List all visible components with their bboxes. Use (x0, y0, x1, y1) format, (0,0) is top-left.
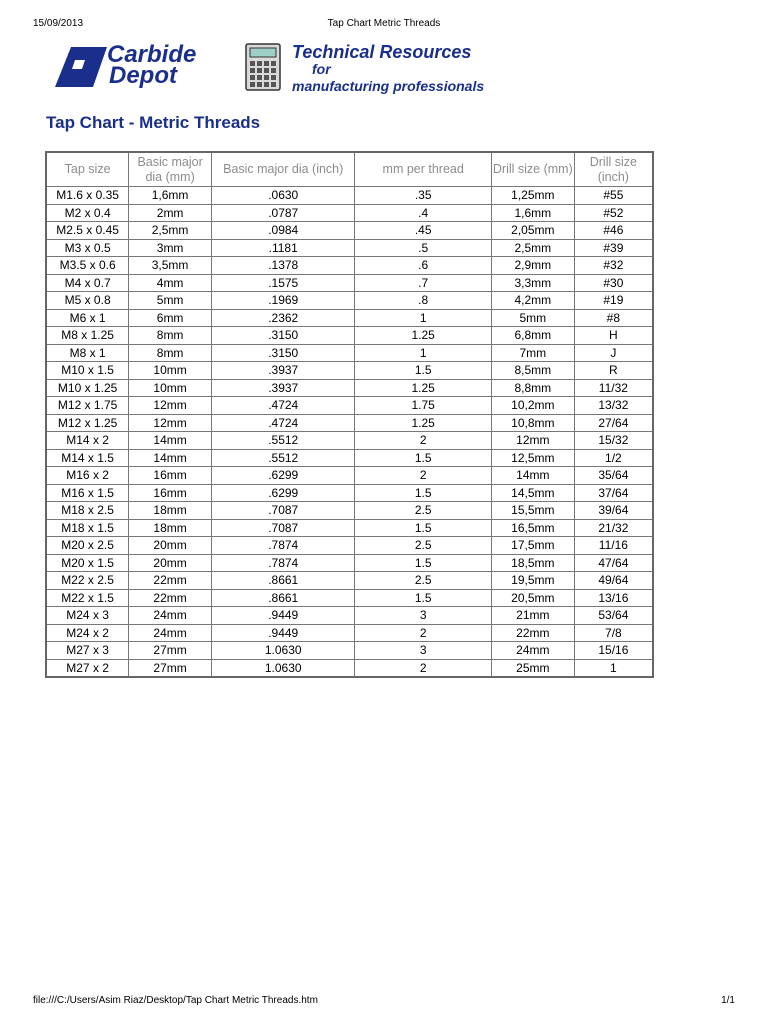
drill-size-mm-cell: 12mm (491, 432, 574, 450)
major-dia-inch-cell: .4724 (211, 397, 354, 415)
tap-size-cell: M24 x 3 (46, 607, 129, 625)
logo-line2: Depot (109, 62, 177, 89)
header-mm-per-thread: mm per thread (355, 152, 491, 187)
calculator-icon (245, 43, 281, 91)
major-dia-mm-cell: 6mm (129, 309, 212, 327)
tap-size-cell: M2.5 x 0.45 (46, 222, 129, 240)
tap-size-cell: M8 x 1.25 (46, 327, 129, 345)
drill-size-inch-cell: H (574, 327, 653, 345)
table-row (46, 204, 653, 222)
tap-size-cell: M14 x 2 (46, 432, 129, 450)
major-dia-mm-cell: 18mm (129, 519, 212, 537)
major-dia-inch-cell: .1378 (211, 257, 354, 275)
drill-size-inch-cell: 1 (574, 659, 653, 677)
table-row (46, 344, 653, 362)
drill-size-mm-cell: 25mm (491, 659, 574, 677)
tap-size-cell: M8 x 1 (46, 344, 129, 362)
tap-size-cell: M24 x 2 (46, 624, 129, 642)
page-title: Tap Chart - Metric Threads (46, 113, 261, 132)
mm-per-thread-cell: .6 (355, 257, 491, 275)
mm-per-thread-cell: 1.25 (355, 327, 491, 345)
major-dia-inch-cell: .7087 (211, 502, 354, 520)
table-row (46, 519, 653, 537)
drill-size-inch-cell: #32 (574, 257, 653, 275)
tap-size-cell: M27 x 2 (46, 659, 129, 677)
table-row (46, 187, 653, 205)
drill-size-mm-cell: 8,5mm (491, 362, 574, 380)
table-row (46, 379, 653, 397)
major-dia-inch-cell: .1575 (211, 274, 354, 292)
tap-size-cell: M2 x 0.4 (46, 204, 129, 222)
print-header-title: Tap Chart Metric Threads (327, 18, 441, 29)
table-row (46, 607, 653, 625)
tap-size-cell: M20 x 1.5 (46, 554, 129, 572)
drill-size-inch-cell: 7/8 (574, 624, 653, 642)
drill-size-mm-cell: 18,5mm (491, 554, 574, 572)
drill-size-inch-cell: 49/64 (574, 572, 653, 590)
drill-size-inch-cell: 35/64 (574, 467, 653, 485)
mm-per-thread-cell: 1 (355, 309, 491, 327)
major-dia-inch-cell: .5512 (211, 449, 354, 467)
tap-size-cell: M1.6 x 0.35 (46, 187, 129, 205)
mm-per-thread-cell: 2.5 (355, 502, 491, 520)
table-row (46, 624, 653, 642)
major-dia-mm-cell: 5mm (129, 292, 212, 310)
major-dia-mm-cell: 24mm (129, 607, 212, 625)
drill-size-inch-cell: R (574, 362, 653, 380)
drill-size-mm-cell: 24mm (491, 642, 574, 660)
major-dia-inch-cell: .1969 (211, 292, 354, 310)
tap-size-cell: M3.5 x 0.6 (46, 257, 129, 275)
major-dia-mm-cell: 1,6mm (129, 187, 212, 205)
major-dia-inch-cell: .3937 (211, 379, 354, 397)
logo-text (107, 41, 197, 89)
major-dia-mm-cell: 3,5mm (129, 257, 212, 275)
drill-size-mm-cell: 6,8mm (491, 327, 574, 345)
logo-mark-icon (55, 47, 107, 87)
drill-size-inch-cell: #52 (574, 204, 653, 222)
mm-per-thread-cell: 2.5 (355, 537, 491, 555)
mm-per-thread-cell: 1.5 (355, 362, 491, 380)
drill-size-mm-cell: 1,6mm (491, 204, 574, 222)
tap-size-cell: M27 x 3 (46, 642, 129, 660)
major-dia-mm-cell: 14mm (129, 432, 212, 450)
major-dia-inch-cell: .9449 (211, 624, 354, 642)
major-dia-mm-cell: 12mm (129, 414, 212, 432)
table-row (46, 642, 653, 660)
mm-per-thread-cell: .7 (355, 274, 491, 292)
tap-size-cell: M22 x 1.5 (46, 589, 129, 607)
major-dia-mm-cell: 10mm (129, 362, 212, 380)
major-dia-mm-cell: 3mm (129, 239, 212, 257)
major-dia-mm-cell: 22mm (129, 589, 212, 607)
mm-per-thread-cell: 2 (355, 624, 491, 642)
table-row (46, 222, 653, 240)
mm-per-thread-cell: 1.5 (355, 554, 491, 572)
table-row (46, 432, 653, 450)
print-header-date: 15/09/2013 (33, 18, 84, 29)
major-dia-mm-cell: 27mm (129, 642, 212, 660)
major-dia-inch-cell: .7874 (211, 537, 354, 555)
tap-size-cell: M18 x 2.5 (46, 502, 129, 520)
table-row (46, 449, 653, 467)
table-row (46, 414, 653, 432)
mm-per-thread-cell: 2 (355, 432, 491, 450)
mm-per-thread-cell: .35 (355, 187, 491, 205)
major-dia-inch-cell: .0787 (211, 204, 354, 222)
mm-per-thread-cell: 1 (355, 344, 491, 362)
drill-size-inch-cell: 11/32 (574, 379, 653, 397)
tap-size-cell: M12 x 1.75 (46, 397, 129, 415)
mm-per-thread-cell: 3 (355, 607, 491, 625)
table-row (46, 572, 653, 590)
drill-size-inch-cell: 13/16 (574, 589, 653, 607)
mm-per-thread-cell: 1.25 (355, 379, 491, 397)
drill-size-inch-cell: #30 (574, 274, 653, 292)
mm-per-thread-cell: 1.75 (355, 397, 491, 415)
drill-size-inch-cell: 13/32 (574, 397, 653, 415)
drill-size-mm-cell: 10,2mm (491, 397, 574, 415)
major-dia-mm-cell: 14mm (129, 449, 212, 467)
mm-per-thread-cell: 3 (355, 642, 491, 660)
major-dia-inch-cell: .6299 (211, 467, 354, 485)
drill-size-mm-cell: 14,5mm (491, 484, 574, 502)
header-drill-size-inch: Drill size (inch) (574, 152, 653, 187)
major-dia-inch-cell: .8661 (211, 572, 354, 590)
table-row (46, 484, 653, 502)
drill-size-inch-cell: 47/64 (574, 554, 653, 572)
table-body (46, 187, 653, 678)
print-footer-path: file:///C:/Users/Asim Riaz/Desktop/Tap Chart Metric Threads.htm (33, 995, 318, 1006)
mm-per-thread-cell: 1.5 (355, 589, 491, 607)
major-dia-inch-cell: .3150 (211, 327, 354, 345)
drill-size-inch-cell: 27/64 (574, 414, 653, 432)
major-dia-mm-cell: 27mm (129, 659, 212, 677)
header-major-dia-inch: Basic major dia (inch) (211, 152, 354, 187)
drill-size-inch-cell: 11/16 (574, 537, 653, 555)
table-row (46, 274, 653, 292)
drill-size-mm-cell: 20,5mm (491, 589, 574, 607)
major-dia-mm-cell: 8mm (129, 344, 212, 362)
print-footer-page-number: 1/1 (721, 995, 735, 1006)
table-row (46, 554, 653, 572)
mm-per-thread-cell: .5 (355, 239, 491, 257)
drill-size-mm-cell: 17,5mm (491, 537, 574, 555)
mm-per-thread-cell: .8 (355, 292, 491, 310)
major-dia-mm-cell: 8mm (129, 327, 212, 345)
tap-size-cell: M20 x 2.5 (46, 537, 129, 555)
header-major-dia-mm: Basic major dia (mm) (129, 152, 212, 187)
major-dia-inch-cell: .7874 (211, 554, 354, 572)
mm-per-thread-cell: 1.5 (355, 519, 491, 537)
drill-size-inch-cell: 39/64 (574, 502, 653, 520)
major-dia-mm-cell: 10mm (129, 379, 212, 397)
major-dia-inch-cell: 1.0630 (211, 659, 354, 677)
major-dia-inch-cell: .5512 (211, 432, 354, 450)
drill-size-mm-cell: 12,5mm (491, 449, 574, 467)
major-dia-inch-cell: .6299 (211, 484, 354, 502)
drill-size-mm-cell: 8,8mm (491, 379, 574, 397)
header-drill-size-mm: Drill size (mm) (491, 152, 574, 187)
mm-per-thread-cell: .4 (355, 204, 491, 222)
drill-size-mm-cell: 19,5mm (491, 572, 574, 590)
mm-per-thread-cell: 1.25 (355, 414, 491, 432)
drill-size-inch-cell: 15/16 (574, 642, 653, 660)
drill-size-mm-cell: 7mm (491, 344, 574, 362)
major-dia-mm-cell: 16mm (129, 484, 212, 502)
tap-size-cell: M10 x 1.25 (46, 379, 129, 397)
table-row (46, 239, 653, 257)
drill-size-inch-cell: 1/2 (574, 449, 653, 467)
mm-per-thread-cell: 2 (355, 467, 491, 485)
major-dia-inch-cell: .8661 (211, 589, 354, 607)
tap-size-cell: M18 x 1.5 (46, 519, 129, 537)
drill-size-inch-cell: #39 (574, 239, 653, 257)
major-dia-inch-cell: .0630 (211, 187, 354, 205)
tap-size-cell: M4 x 0.7 (46, 274, 129, 292)
major-dia-inch-cell: .7087 (211, 519, 354, 537)
drill-size-mm-cell: 16,5mm (491, 519, 574, 537)
major-dia-mm-cell: 20mm (129, 537, 212, 555)
major-dia-inch-cell: .4724 (211, 414, 354, 432)
major-dia-inch-cell: .3937 (211, 362, 354, 380)
tap-size-cell: M14 x 1.5 (46, 449, 129, 467)
table-header-row (46, 152, 653, 187)
major-dia-inch-cell: .3150 (211, 344, 354, 362)
table-row (46, 537, 653, 555)
major-dia-mm-cell: 12mm (129, 397, 212, 415)
major-dia-mm-cell: 2mm (129, 204, 212, 222)
drill-size-inch-cell: #19 (574, 292, 653, 310)
drill-size-mm-cell: 4,2mm (491, 292, 574, 310)
table-row (46, 589, 653, 607)
major-dia-mm-cell: 18mm (129, 502, 212, 520)
table-row (46, 327, 653, 345)
drill-size-inch-cell: #8 (574, 309, 653, 327)
drill-size-mm-cell: 22mm (491, 624, 574, 642)
table-row (46, 502, 653, 520)
drill-size-inch-cell: J (574, 344, 653, 362)
drill-size-mm-cell: 2,5mm (491, 239, 574, 257)
technical-resources-banner (292, 44, 484, 95)
table-row (46, 257, 653, 275)
major-dia-mm-cell: 4mm (129, 274, 212, 292)
drill-size-mm-cell: 5mm (491, 309, 574, 327)
drill-size-mm-cell: 3,3mm (491, 274, 574, 292)
mm-per-thread-cell: 1.5 (355, 484, 491, 502)
tap-size-cell: M12 x 1.25 (46, 414, 129, 432)
drill-size-inch-cell: 53/64 (574, 607, 653, 625)
mm-per-thread-cell: 2.5 (355, 572, 491, 590)
major-dia-inch-cell: .9449 (211, 607, 354, 625)
table-row (46, 362, 653, 380)
major-dia-inch-cell: .0984 (211, 222, 354, 240)
table-row (46, 467, 653, 485)
drill-size-mm-cell: 10,8mm (491, 414, 574, 432)
table-row (46, 292, 653, 310)
tap-size-cell: M22 x 2.5 (46, 572, 129, 590)
drill-size-mm-cell: 2,9mm (491, 257, 574, 275)
banner-line3: manufacturing professionals (292, 78, 485, 94)
tap-chart-table (45, 151, 654, 678)
mm-per-thread-cell: .45 (355, 222, 491, 240)
table-row (46, 397, 653, 415)
tap-size-cell: M3 x 0.5 (46, 239, 129, 257)
major-dia-mm-cell: 16mm (129, 467, 212, 485)
header-tap-size: Tap size (46, 152, 129, 187)
tap-size-cell: M6 x 1 (46, 309, 129, 327)
drill-size-inch-cell: #55 (574, 187, 653, 205)
drill-size-inch-cell: 37/64 (574, 484, 653, 502)
drill-size-mm-cell: 21mm (491, 607, 574, 625)
logo-line1: Carbide (107, 41, 197, 68)
carbide-depot-logo[interactable] (55, 41, 225, 90)
banner-line1: Technical Resources (292, 42, 472, 62)
major-dia-inch-cell: .1181 (211, 239, 354, 257)
major-dia-mm-cell: 2,5mm (129, 222, 212, 240)
tap-size-cell: M16 x 2 (46, 467, 129, 485)
mm-per-thread-cell: 1.5 (355, 449, 491, 467)
drill-size-mm-cell: 14mm (491, 467, 574, 485)
drill-size-inch-cell: 21/32 (574, 519, 653, 537)
major-dia-inch-cell: 1.0630 (211, 642, 354, 660)
mm-per-thread-cell: 2 (355, 659, 491, 677)
major-dia-mm-cell: 20mm (129, 554, 212, 572)
tap-size-cell: M10 x 1.5 (46, 362, 129, 380)
banner-line2: for (312, 61, 331, 77)
table-row (46, 309, 653, 327)
major-dia-inch-cell: .2362 (211, 309, 354, 327)
drill-size-mm-cell: 1,25mm (491, 187, 574, 205)
drill-size-mm-cell: 15,5mm (491, 502, 574, 520)
tap-size-cell: M5 x 0.8 (46, 292, 129, 310)
major-dia-mm-cell: 22mm (129, 572, 212, 590)
drill-size-inch-cell: #46 (574, 222, 653, 240)
drill-size-inch-cell: 15/32 (574, 432, 653, 450)
table-row (46, 659, 653, 677)
major-dia-mm-cell: 24mm (129, 624, 212, 642)
drill-size-mm-cell: 2,05mm (491, 222, 574, 240)
tap-size-cell: M16 x 1.5 (46, 484, 129, 502)
